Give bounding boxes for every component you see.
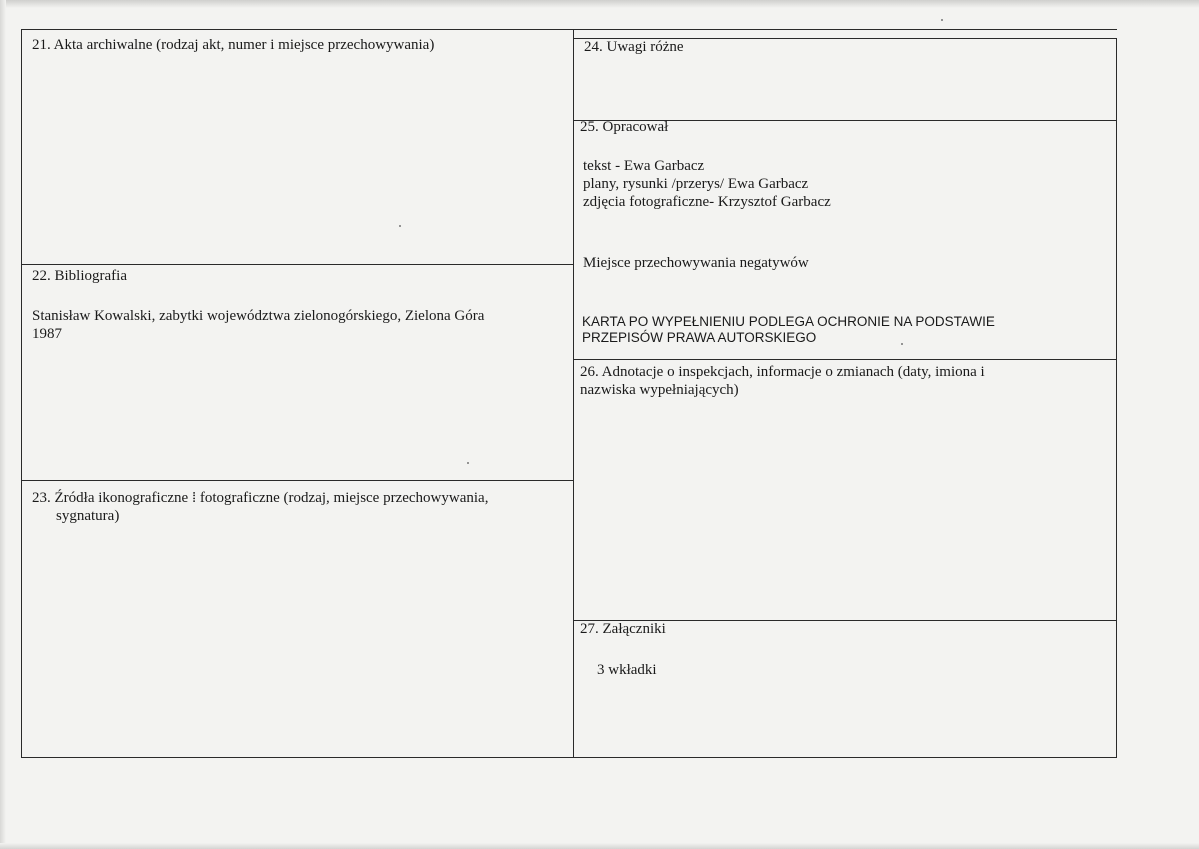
bibliography-entry-line2: 1987 xyxy=(32,326,62,342)
negatives-location-label: Miejsce przechowywania negatywów xyxy=(583,255,809,271)
author-plans-line: plany, rysunki /przerys/ Ewa Garbacz xyxy=(583,176,809,192)
divider-25-26 xyxy=(574,359,1117,360)
bibliography-entry-line1: Stanisław Kowalski, zabytki województwa zielonogórskiego, Zielona Góra xyxy=(32,308,485,324)
frame-left-border xyxy=(21,29,22,758)
frame-top-border xyxy=(21,29,1117,30)
section-23-title-line2: sygnatura) xyxy=(56,508,120,524)
section-23-title-line1: 23. Źródła ikonograficzne ⁞ fotograficzne (rodzaj, miejsce przechowywania, xyxy=(32,490,489,506)
copyright-notice-line2: PRZEPISÓW PRAWA AUTORSKIEGO xyxy=(582,330,817,345)
scan-edge-bottom xyxy=(0,843,1199,849)
form-sheet xyxy=(21,29,1117,759)
scan-speck xyxy=(467,462,469,464)
scan-edge-top xyxy=(0,0,1199,8)
section-25-title: 25. Opracował xyxy=(580,119,669,135)
scan-speck xyxy=(941,19,943,21)
author-text-line: tekst - Ewa Garbacz xyxy=(583,158,705,174)
section-26-title-line1: 26. Adnotacje o inspekcjach, informacje o zmianach (daty, imiona i xyxy=(580,364,985,380)
author-photos-line: zdjęcia fotograficzne- Krzysztof Garbacz xyxy=(583,194,831,210)
section-24-title: 24. Uwagi różne xyxy=(584,39,684,55)
scan-speck xyxy=(901,343,903,345)
section-21-title: 21. Akta archiwalne (rodzaj akt, numer i miejsce przechowywania) xyxy=(32,37,435,53)
divider-22-23 xyxy=(21,480,574,481)
column-divider xyxy=(573,29,574,758)
divider-21-22 xyxy=(21,264,574,265)
section-22-title: 22. Bibliografia xyxy=(32,268,127,284)
scan-edge-left xyxy=(0,0,6,849)
section-26-title-line2: nazwiska wypełniających) xyxy=(580,382,739,398)
frame-right-border xyxy=(1116,38,1117,758)
frame-bottom-border xyxy=(21,757,1117,758)
copyright-notice-line1: KARTA PO WYPEŁNIENIU PODLEGA OCHRONIE NA PODSTAWIE xyxy=(582,314,995,329)
attachments-content: 3 wkładki xyxy=(597,662,657,678)
section-27-title: 27. Załączniki xyxy=(580,621,666,637)
scan-speck xyxy=(399,225,401,227)
